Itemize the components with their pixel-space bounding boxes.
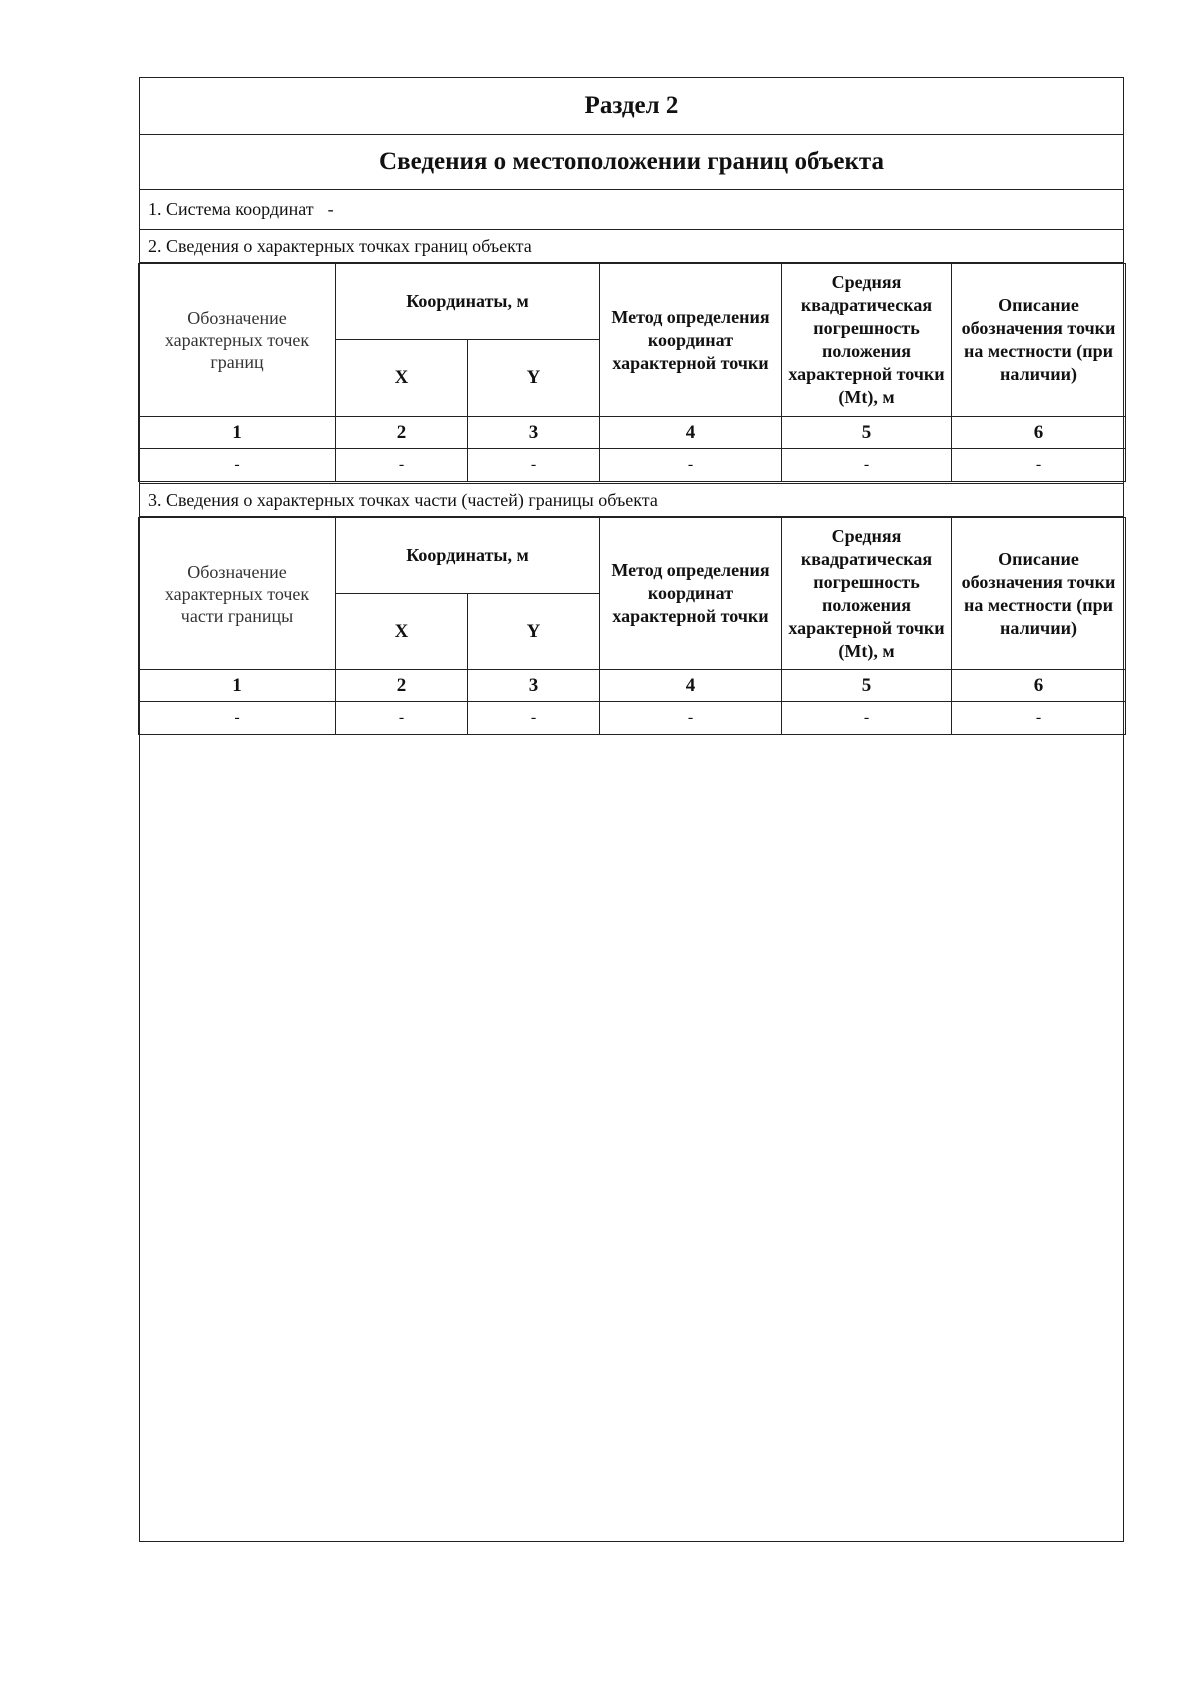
- column-number: 1: [139, 417, 336, 449]
- header-method: Метод определения координат характерной точки: [600, 518, 782, 670]
- coord-system-label: 1. Система координат: [148, 198, 314, 219]
- header-x: X: [336, 340, 468, 417]
- column-number: 5: [782, 417, 952, 449]
- table1-caption: 2. Сведения о характерных точках границ объекта: [140, 230, 1123, 263]
- header-x: X: [336, 594, 468, 670]
- column-number: 2: [336, 417, 468, 449]
- section-frame: [139, 77, 1124, 1542]
- table-cell: -: [468, 449, 600, 482]
- column-number: 6: [952, 670, 1126, 702]
- part-boundary-points-table: [138, 517, 1126, 735]
- header-description: Описание обозначения точки на местности (при наличии): [952, 518, 1126, 670]
- column-number: 3: [468, 670, 600, 702]
- table-cell: -: [782, 702, 952, 735]
- header-error: Средняя квадратическая погрешность положения характерной точки (Mt), м: [782, 264, 952, 417]
- header-method: Метод определения координат характерной точки: [600, 264, 782, 417]
- coord-system-value: -: [327, 198, 334, 219]
- section-subtitle: Сведения о местоположении границ объекта: [140, 134, 1123, 190]
- column-number: 4: [600, 417, 782, 449]
- header-description: Описание обозначения точки на местности (при наличии): [952, 264, 1126, 417]
- table-cell: -: [468, 702, 600, 735]
- table-cell: -: [336, 449, 468, 482]
- table-cell: -: [139, 449, 336, 482]
- column-number: 1: [139, 670, 336, 702]
- coord-system-line: [140, 189, 1123, 230]
- table2-caption: 3. Сведения о характерных точках части (частей) границы объекта: [140, 483, 1123, 517]
- column-number: 2: [336, 670, 468, 702]
- header-y: Y: [468, 340, 600, 417]
- table-cell: -: [952, 449, 1126, 482]
- header-error: Средняя квадратическая погрешность положения характерной точки (Mt), м: [782, 518, 952, 670]
- section-title: Раздел 2: [140, 78, 1123, 135]
- boundary-points-table: [138, 263, 1126, 482]
- column-number: 3: [468, 417, 600, 449]
- header-designation: Обозначение характерных точек части границы: [139, 518, 336, 670]
- table-cell: -: [782, 449, 952, 482]
- column-number: 6: [952, 417, 1126, 449]
- table-cell: -: [600, 702, 782, 735]
- header-y: Y: [468, 594, 600, 670]
- column-number: 5: [782, 670, 952, 702]
- column-number: 4: [600, 670, 782, 702]
- table-cell: -: [600, 449, 782, 482]
- table-cell: -: [952, 702, 1126, 735]
- header-coordinates: Координаты, м: [336, 518, 600, 594]
- table-cell: -: [336, 702, 468, 735]
- header-designation: Обозначение характерных точек границ: [139, 264, 336, 417]
- header-coordinates: Координаты, м: [336, 264, 600, 340]
- table-cell: -: [139, 702, 336, 735]
